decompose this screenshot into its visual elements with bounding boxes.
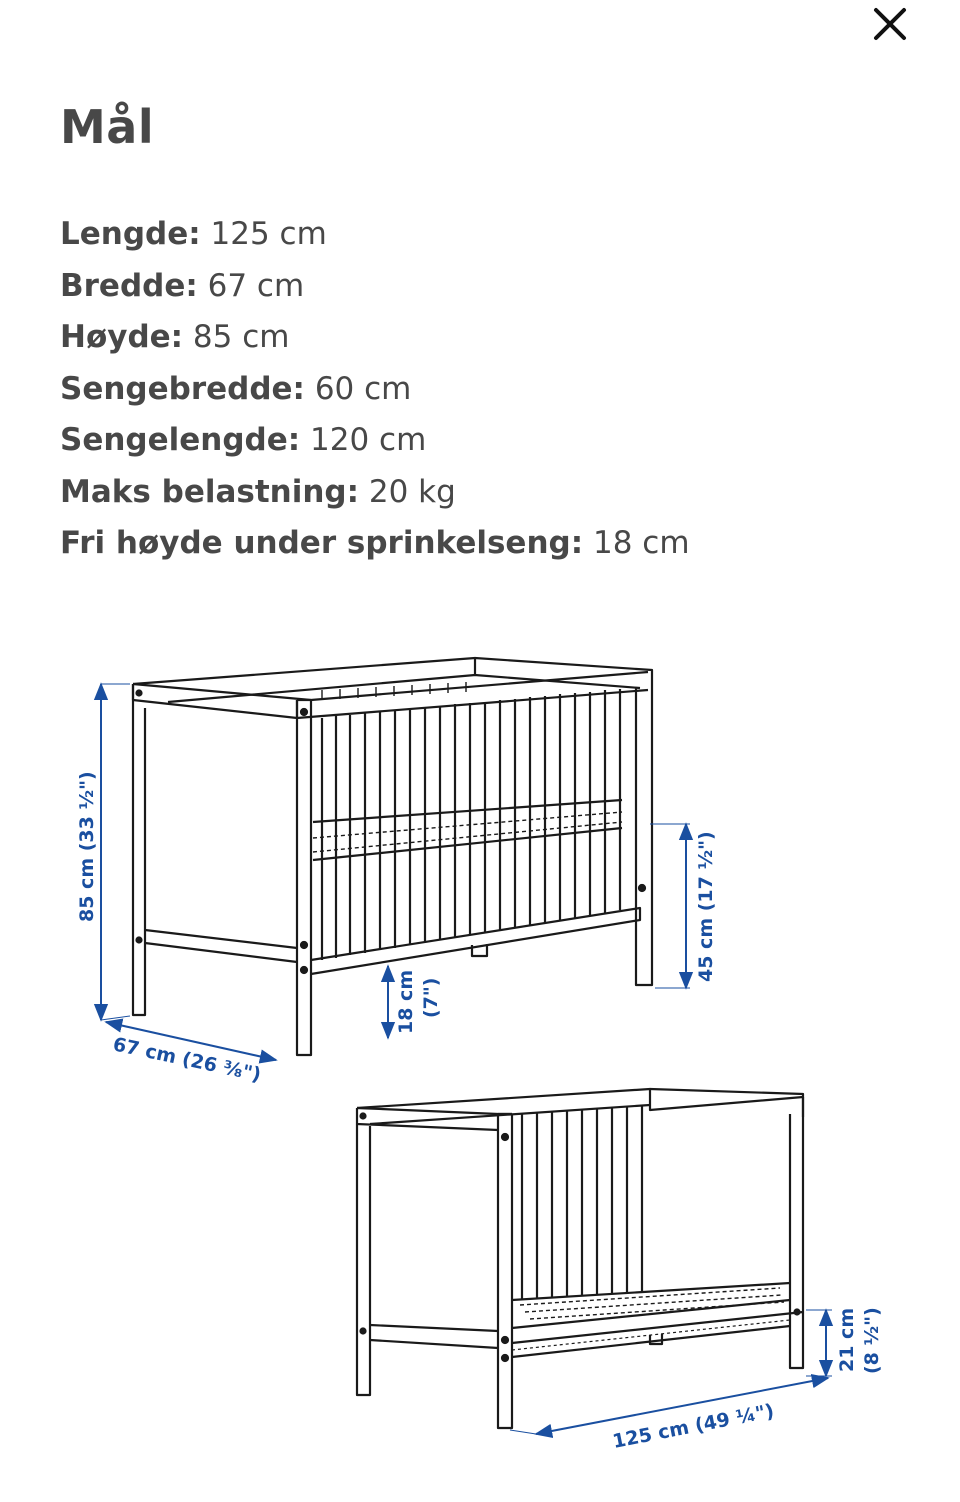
spec-label: Bredde:: [60, 267, 198, 304]
crib-height-label: 85 cm (33 ½"): [76, 771, 98, 922]
crib-width-label: 67 cm (26 ⅜"): [110, 1033, 263, 1087]
spec-label: Lengde:: [60, 216, 201, 252]
spec-clearance: [60, 518, 690, 570]
spec-value: 85 cm: [192, 319, 290, 355]
spec-value: 60 cm: [314, 370, 412, 407]
bed-base-height-inch-label: (8 ½"): [861, 1307, 883, 1374]
crib-drawing: [133, 658, 652, 1055]
spec-value: 120 cm: [310, 422, 427, 458]
crib-clearance-inch-label: (7"): [420, 977, 442, 1018]
spec-value: 20 kg: [368, 473, 456, 510]
spec-width: [60, 261, 690, 313]
dimension-spec-list: [60, 209, 690, 570]
junior-bed-drawing: [357, 1089, 803, 1428]
spec-value: 18 cm: [592, 525, 690, 561]
crib-rail-height-label: 45 cm (17 ½"): [695, 831, 717, 982]
spec-value: 67 cm: [207, 267, 305, 304]
spec-label: Sengebredde:: [60, 370, 305, 407]
spec-value: 125 cm: [210, 216, 327, 252]
close-icon: [873, 7, 907, 41]
spec-bed-width: [60, 364, 690, 416]
spec-label: Sengelengde:: [60, 422, 301, 458]
bed-dimension-lines: [510, 1310, 832, 1434]
dialog-title: Mål: [60, 100, 155, 154]
spec-height: [60, 312, 690, 364]
spec-bed-length: [60, 415, 690, 467]
bed-base-height-label: 21 cm: [836, 1307, 858, 1372]
spec-max-load: [60, 467, 690, 519]
spec-label: Høyde:: [60, 319, 184, 355]
close-button[interactable]: [866, 2, 914, 46]
dimension-illustration: [0, 600, 960, 1502]
spec-length: [60, 209, 690, 261]
spec-label: Fri høyde under sprinkelseng:: [60, 525, 584, 561]
crib-clearance-label: 18 cm: [395, 969, 417, 1034]
bed-length-label: 125 cm (49 ¼"): [610, 1400, 776, 1453]
spec-label: Maks belastning:: [60, 473, 360, 510]
